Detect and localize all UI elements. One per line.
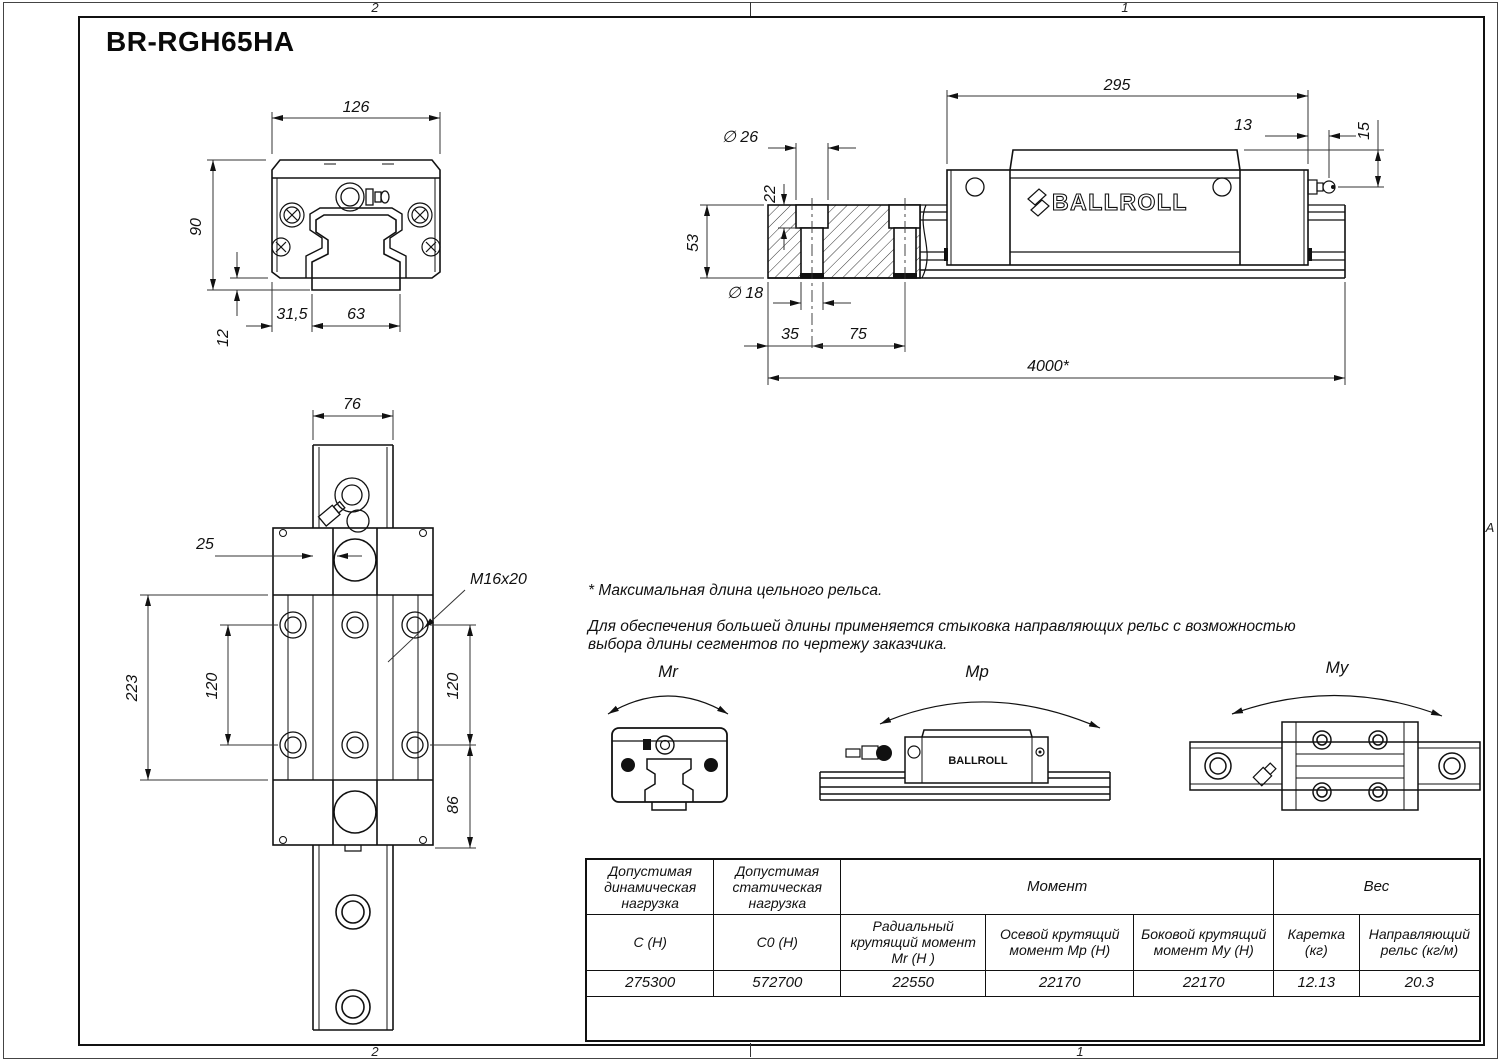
moment-mr-icon	[608, 696, 728, 810]
dim-front-height: 90	[188, 218, 205, 236]
grease-nipple-icon	[1308, 180, 1335, 194]
ballroll-logo-text: BALLROLL	[1052, 189, 1188, 215]
value-my: 22170	[1134, 970, 1273, 996]
value-c0: 572700	[714, 970, 841, 996]
moment-my-label: My	[1325, 658, 1349, 677]
zone-label: 1	[1121, 0, 1129, 15]
ballroll-logo-icon	[1028, 189, 1049, 216]
value-rail: 20.3	[1359, 970, 1480, 996]
dim-top-rail-width: 76	[343, 396, 361, 413]
moment-mr-label: Mr	[658, 662, 678, 681]
note-joining-line2: выбора длины сегментов по чертежу заказчика.	[588, 636, 948, 653]
col-header-moment: Момент	[841, 859, 1274, 914]
dim-side-pitch: 75	[849, 326, 867, 343]
dim-side-edge: 35	[781, 326, 799, 343]
note-joining-line1: Для обеспечения большей длины применяется стыковка направляющих рельс с возможностью	[588, 618, 1296, 635]
front-view-dims	[207, 112, 440, 332]
sub-header-mp: Осевой крутящий момент Мр (Н)	[986, 914, 1134, 970]
value-mr: 22550	[841, 970, 986, 996]
moment-mp-label: Mp	[965, 662, 989, 681]
grease-nipple-icon	[336, 183, 389, 211]
col-header-weight: Вес	[1273, 859, 1480, 914]
spec-table	[585, 858, 1481, 1042]
zone-label: 2	[371, 1044, 379, 1059]
value-c: 275300	[586, 970, 714, 996]
dim-side-cbore: ∅ 26	[721, 129, 759, 146]
dim-front-rail: 63	[347, 306, 365, 323]
dim-side-hole-offset: 13	[1234, 117, 1252, 134]
dim-front-offset: 31,5	[276, 306, 308, 323]
grease-fitting-icon	[318, 478, 369, 532]
sub-header-c: C (H)	[586, 914, 714, 970]
sub-header-c0: C0 (H)	[714, 914, 841, 970]
dim-side-cbore-depth: 22	[762, 185, 779, 203]
dim-side-height: 53	[685, 234, 702, 252]
dim-top-pitch-right: 120	[445, 672, 462, 700]
zone-label: 2	[371, 0, 379, 15]
sub-header-rail: Направляющий рельс (кг/м)	[1359, 914, 1480, 970]
value-mp: 22170	[986, 970, 1134, 996]
dim-top-pitch-left: 120	[204, 672, 221, 700]
dim-front-width: 126	[342, 99, 370, 116]
dim-top-tail: 86	[445, 796, 462, 814]
dim-side-length: 295	[1103, 77, 1131, 94]
dim-top-edge: 25	[196, 536, 214, 553]
front-view	[272, 160, 440, 290]
mounting-holes	[280, 612, 428, 758]
value-carriage: 12.13	[1273, 970, 1359, 996]
moment-mp-icon	[820, 702, 1110, 800]
dim-side-max-length: 4000*	[1027, 358, 1069, 375]
empty-row	[586, 996, 1480, 1041]
zone-label: A	[1485, 520, 1495, 535]
sub-header-mr: Радиальный крутящий момент Mr (H )	[841, 914, 986, 970]
sub-header-carriage: Каретка (кг)	[1273, 914, 1359, 970]
zone-label: 1	[1076, 1044, 1084, 1059]
dim-front-foot: 12	[215, 329, 232, 347]
sub-header-my: Боковой крутящий момент Му (Н)	[1134, 914, 1273, 970]
moment-my-icon	[1190, 695, 1480, 810]
dim-side-nipple: 15	[1356, 122, 1373, 140]
dim-top-thread: M16x20	[470, 571, 527, 588]
ballroll-logo-small: BALLROLL	[948, 755, 1008, 767]
note-max-length: * Максимальная длина цельного рельса.	[588, 582, 883, 599]
drawing-title: BR-RGH65HA	[106, 26, 295, 57]
top-view-dims	[140, 410, 476, 848]
dim-side-hole: ∅ 18	[726, 285, 764, 302]
dim-top-body: 223	[124, 674, 141, 702]
col-header-static: Допустимая статическая нагрузка	[714, 859, 841, 914]
col-header-dynamic: Допустимая динамическая нагрузка	[586, 859, 714, 914]
screw-icon	[272, 203, 440, 256]
top-view	[273, 445, 433, 1030]
drawing-notes	[588, 582, 1418, 654]
